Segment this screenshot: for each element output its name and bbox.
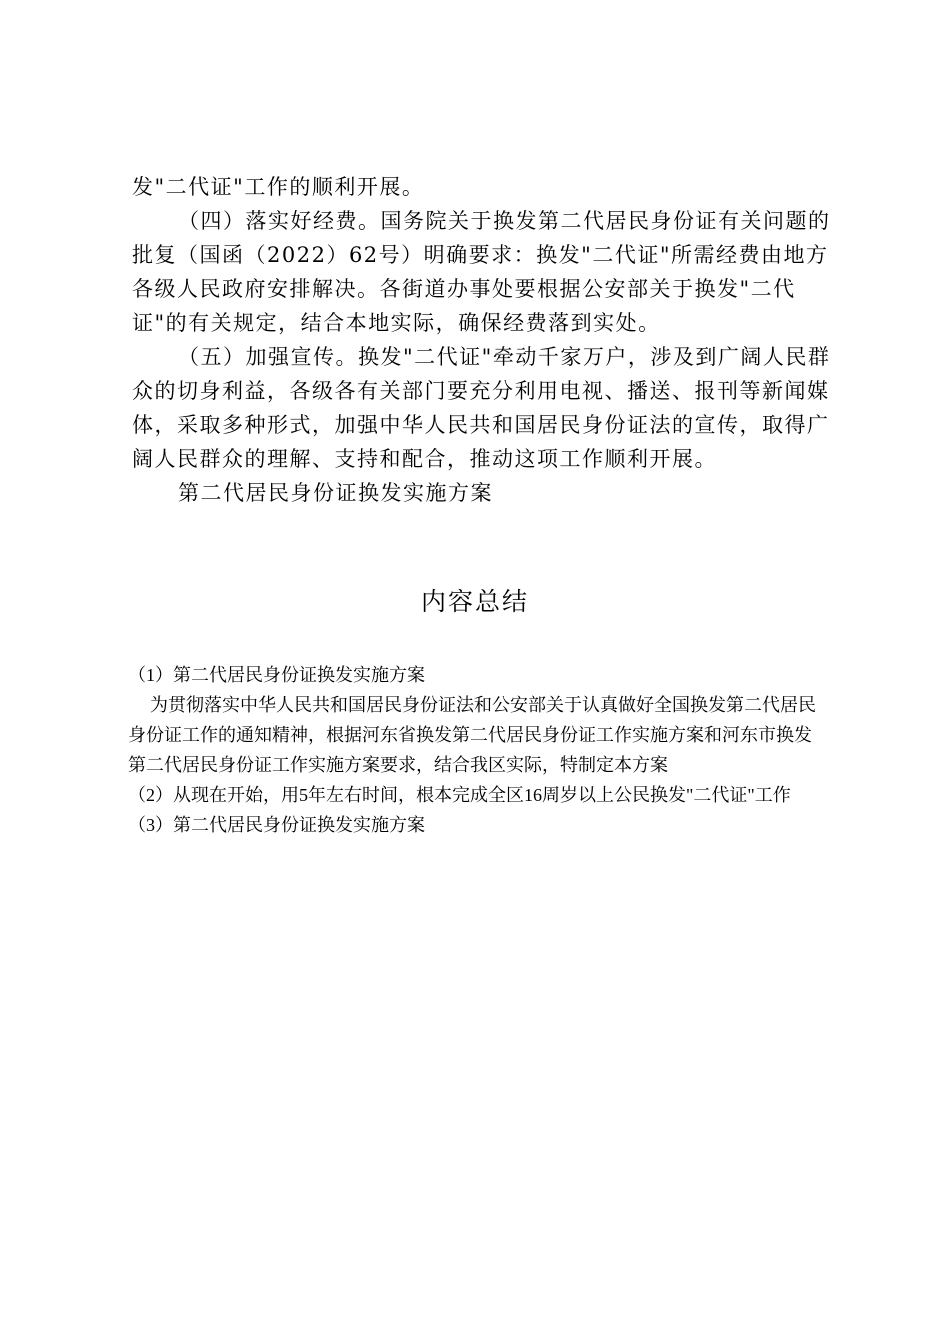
summary-item-3: （3）第二代居民身份证换发实施方案: [128, 815, 425, 835]
summary-section: [128, 660, 820, 840]
paragraph-continuation: 发"二代证"工作的顺利开展。: [132, 175, 425, 199]
document-footer-title: 第二代居民身份证换发实施方案: [178, 481, 493, 505]
summary-item-1: （1）第二代居民身份证换发实施方案: [128, 665, 425, 685]
summary-heading: 内容总结: [420, 587, 529, 616]
paragraph-publicity: （五）加强宣传。换发"二代证"牵动千家万户，涉及到广阔人民群众的切身利益，各级各有关部门要充分利用电视、播送、报刊等新闻媒体，采取多种形式，加强中华人民共和国居民身份证法的宣传，取得广阔人民群众的理解、支持和配合，推动这项工作顺利开展。: [132, 345, 831, 471]
summary-item-1-detail: 为贯彻落实中华人民共和国居民身份证法和公安部关于认真做好全国换发第二代居民身份证工作的通知精神，根据河东省换发第二代居民身份证工作实施方案和河东市换发第二代居民身份证工作实施方案要求，结合我区实际，特制定本方案: [128, 695, 816, 775]
document-body: [132, 170, 832, 510]
summary-item-2: （2）从现在开始，用5年左右时间，根本完成全区16周岁以上公民换发"二代证"工作: [128, 785, 791, 805]
paragraph-funding: （四）落实好经费。国务院关于换发第二代居民身份证有关问题的批复（国函（2022）62号）明确要求：换发"二代证"所需经费由地方各级人民政府安排解决。各街道办事处要根据公安部关于换发"二代证"的有关规定，结合本地实际，确保经费落到实处。: [132, 209, 831, 335]
